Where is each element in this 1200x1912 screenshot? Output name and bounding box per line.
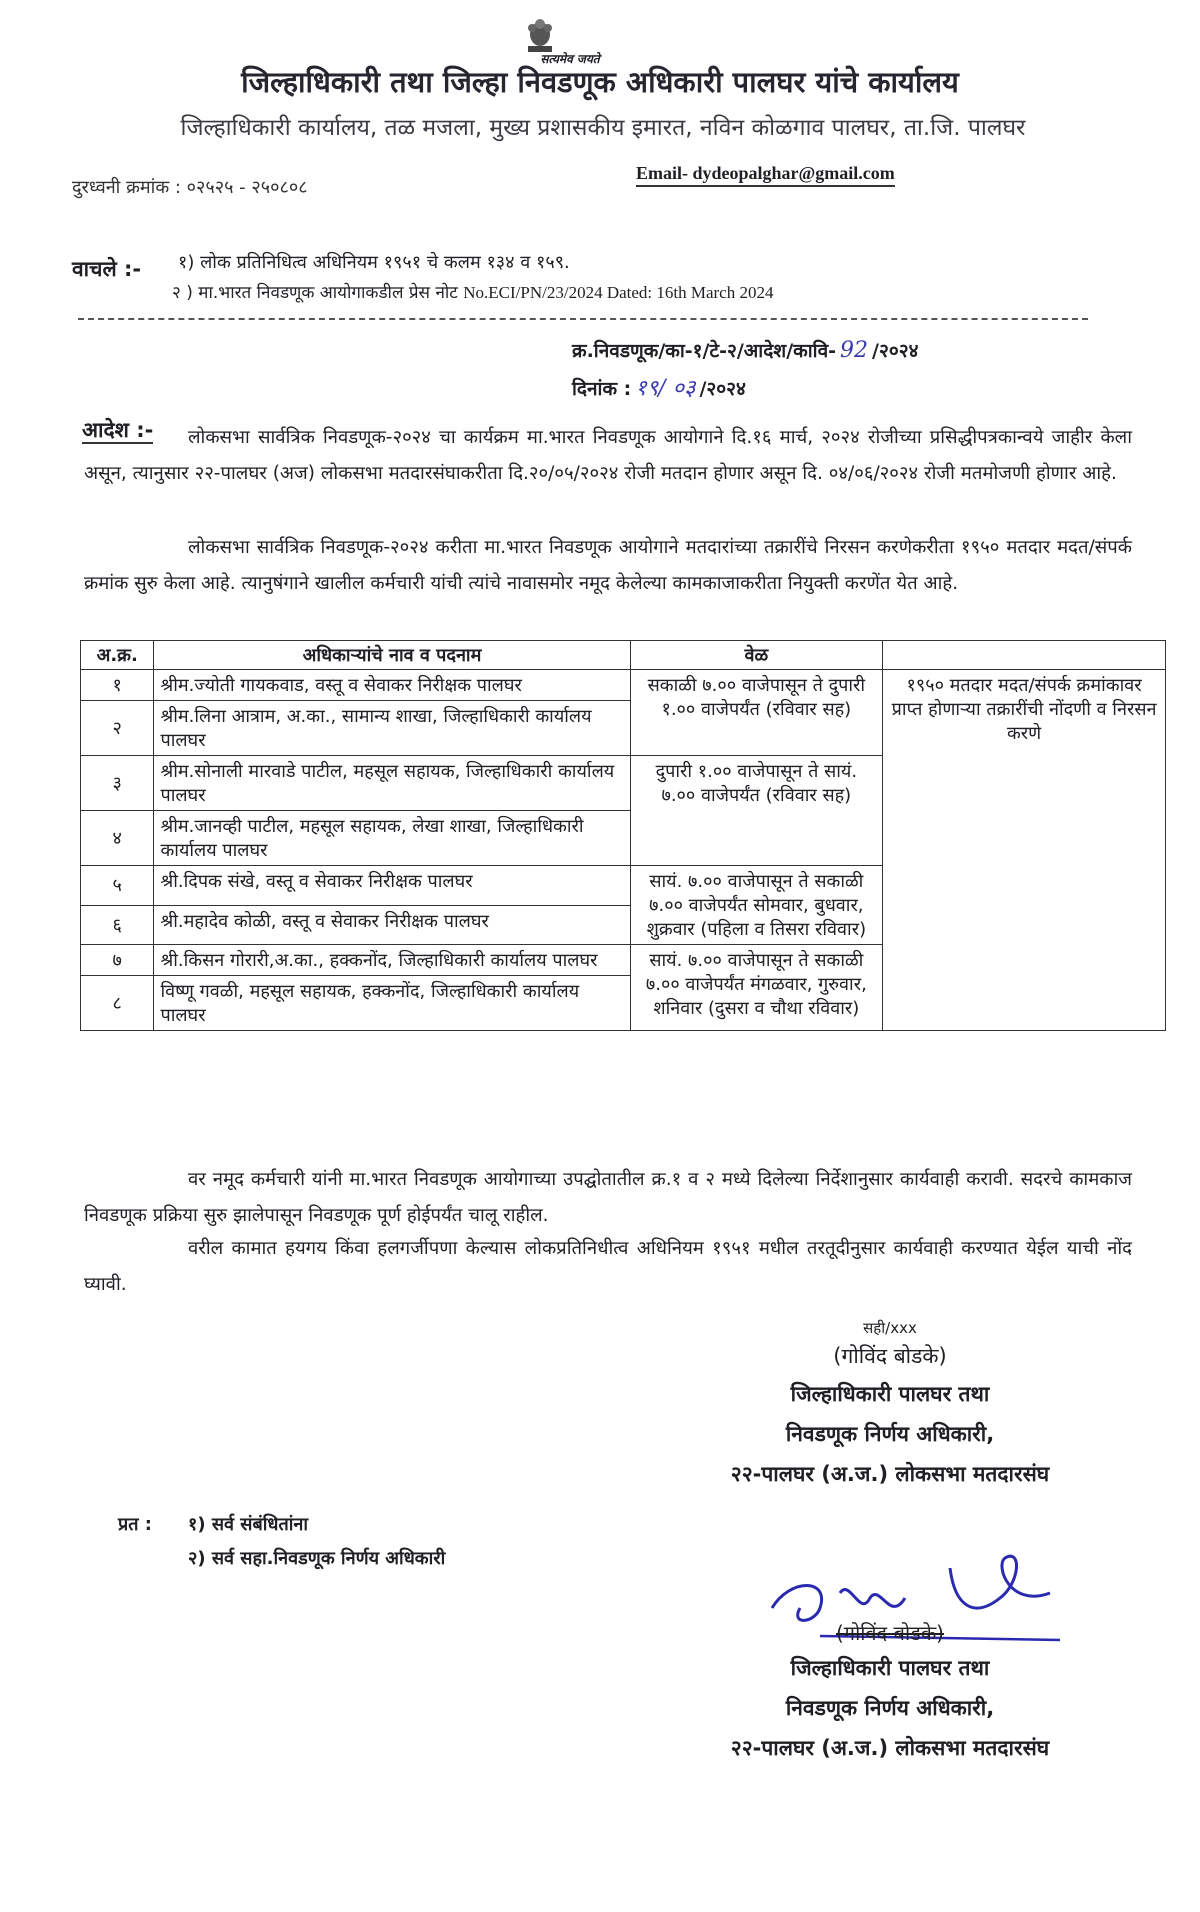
signatory-title-1: जिल्हाधिकारी पालघर तथा	[790, 1382, 990, 1406]
row-name: श्री.किसन गोरारी,अ.का., हक्कनोंद, जिल्हाधिकारी कार्यालय पालघर	[154, 945, 630, 976]
row-sr: ४	[81, 811, 154, 866]
table-header-row	[81, 641, 1166, 670]
row-sr: ३	[81, 756, 154, 811]
row-name: श्रीम.सोनाली मारवाडे पाटील, महसूल सहायक, जिल्हाधिकारी कार्यालय पालघर	[154, 756, 630, 811]
closing-paragraph-1	[84, 1162, 1132, 1234]
row-name: श्री.महादेव कोळी, वस्तू व सेवाकर निरीक्षक पालघर	[154, 905, 630, 945]
email-address: Email- dydeopalghar@gmail.com	[636, 163, 895, 187]
office-title: जिल्हाधिकारी तथा जिल्हा निवडणूक अधिकारी पालघर यांचे कार्यालय	[241, 65, 959, 99]
header-time: वेळ	[630, 641, 883, 670]
row-sr: ६	[81, 905, 154, 945]
closing-paragraph-1-text: वर नमूद कर्मचारी यांनी मा.भारत निवडणूक आयोगाच्या उपद्घोतातील क्र.१ व २ मध्ये दिलेल्या निर्देशानुसार कार्यवाही करावी. सदरचे कामकाज निवडणूक प्रक्रिया सुरु झालेपासून निवडणूक पूर्ण होईपर्यंत चालू राहील.	[84, 1169, 1132, 1226]
closing-paragraph-2	[84, 1231, 1132, 1303]
dashed-divider	[78, 318, 1088, 320]
office-address: जिल्हाधिकारी कार्यालय, तळ मजला, मुख्य प्रशासकीय इमारत, नविन कोळगाव पालघर, ता.जि. पालघर	[180, 115, 1026, 141]
signatory-title-2: निवडणूक निर्णय अधिकारी,	[785, 1422, 995, 1446]
closing-paragraph-2-text: वरील कामात हयगय किंवा हलगर्जीपणा केल्यास लोकप्रतिनिधीत्व अधिनियम १९५१ मधील तरतूदीनुसार कार्यवाही करण्यात येईल याची नोंद घ्यावी.	[84, 1238, 1132, 1295]
signatory2-title-1: जिल्हाधिकारी पालघर तथा	[790, 1656, 990, 1680]
time-slot-3: सायं. ७.०० वाजेपासून ते सकाळी ७.०० वाजेपर्यंत सोमवार, बुधवार, शुक्रवार (पहिला व तिसरा रविवार)	[630, 866, 883, 945]
time-slot-1: सकाळी ७.०० वाजेपासून ते दुपारी १.०० वाजेपर्यंत (रविवार सह)	[630, 670, 883, 756]
ref-number-value: 92	[840, 338, 869, 363]
row-name: श्रीम.लिना आत्राम, अ.का., सामान्य शाखा, जिल्हाधिकारी कार्यालय पालघर	[154, 701, 630, 756]
row-name: श्री.दिपक संखे, वस्तू व सेवाकर निरीक्षक पालघर	[154, 866, 630, 906]
work-description: १९५० मतदार मदत/संपर्क क्रमांकावर प्राप्त होणाऱ्या तक्रारींची नोंदणी व निरसन करणे	[883, 670, 1166, 1031]
motto: सत्यमेव जयते	[540, 52, 600, 66]
signatory-title-3: २२-पालघर (अ.ज.) लोकसभा मतदारसंघ	[730, 1462, 1050, 1486]
phone-number: दुरध्वनी क्रमांक : ०२५२५ - २५०८०८	[72, 177, 308, 198]
read-item-2-prefix: २ ) मा.भारत निवडणूक आयोगाकडील प्रेस नोट	[172, 283, 458, 303]
signatory-name: (गोविंद बोडके)	[833, 1344, 947, 1368]
signed-note: सही/xxx	[863, 1319, 917, 1337]
copy-list	[188, 1508, 445, 1576]
row-sr: ५	[81, 866, 154, 906]
duty-table	[80, 640, 1166, 1031]
row-sr: २	[81, 701, 154, 756]
read-label: वाचले :-	[72, 257, 142, 281]
row-sr: १	[81, 670, 154, 701]
reference-date	[572, 372, 746, 402]
header-name: अधिकाऱ्यांचे नाव व पदनाम	[154, 641, 630, 670]
signatory2-title-3: २२-पालघर (अ.ज.) लोकसभा मतदारसंघ	[730, 1736, 1050, 1760]
order-label: आदेश :-	[82, 419, 153, 444]
copy-item-2: २) सर्व सहा.निवडणूक निर्णय अधिकारी	[188, 1548, 446, 1569]
time-slot-2: दुपारी १.०० वाजेपासून ते सायं. ७.०० वाजेपर्यंत (रविवार सह)	[630, 756, 883, 866]
table-row	[81, 670, 1166, 701]
row-sr: ७	[81, 945, 154, 976]
signatory-name-2: (गोविंद बोडके)	[836, 1621, 944, 1645]
row-name: श्रीम.जानव्ही पाटील, महसूल सहायक, लेखा शाखा, जिल्हाधिकारी कार्यालय पालघर	[154, 811, 630, 866]
ref-date-label: दिनांक :	[572, 378, 632, 400]
order-paragraph-1-text: लोकसभा सार्वत्रिक निवडणूक-२०२४ चा कार्यक्रम मा.भारत निवडणूक आयोगाने दि.१६ मार्च, २०२४ रोजीच्या प्रसिद्धीपत्रकान्वये जाहीर केला असून, त्यानुसार २२-पालघर (अज) लोकसभा मतदारसंघाकरीता दि.२०/०५/२०२४ रोजी मतदान होणार असून दि. ०४/०६/२०२४ रोजी मतमोजणी होणार आहे.	[84, 427, 1132, 484]
order-paragraph-2-text: लोकसभा सार्वत्रिक निवडणूक-२०२४ करीता मा.भारत निवडणूक आयोगाने मतदारांच्या तक्रारींचे निरसन करणेकरीता १९५० मतदार मदत/संपर्क क्रमांक सुरु केला आहे. त्यानुषंगाने खालील कर्मचारी यांची त्यांचे नावासमोर नमूद केलेल्या कामकाजाकरीता नियुक्ती करणेंत येत आहे.	[84, 537, 1132, 594]
signature-block-1	[680, 1318, 1100, 1494]
ref-date-year: /२०२४	[699, 378, 746, 400]
signature-block-2	[680, 1618, 1100, 1768]
order-paragraph-1	[84, 420, 1132, 492]
read-item-2	[172, 280, 773, 303]
ref-date-value: १९/ ०३	[635, 376, 696, 401]
read-item-2-ref: No.ECI/PN/23/2024 Dated: 16th March 2024	[463, 283, 774, 302]
row-name: श्रीम.ज्योती गायकवाड, वस्तू व सेवाकर निरीक्षक पालघर	[154, 670, 630, 701]
header-work	[883, 641, 1166, 670]
copy-item-1: १) सर्व संबंधितांना	[188, 1514, 309, 1535]
row-name: विष्णू गवळी, महसूल सहायक, हक्कनोंद, जिल्हाधिकारी कार्यालय पालघर	[154, 976, 630, 1031]
reference-number	[572, 337, 919, 363]
order-paragraph-2	[84, 530, 1132, 602]
ref-number-year: /२०२४	[872, 340, 919, 362]
time-slot-4: सायं. ७.०० वाजेपासून ते सकाळी ७.०० वाजेपर्यंत मंगळवार, गुरुवार, शनिवार (दुसरा व चौथा रविवार)	[630, 945, 883, 1031]
copy-label: प्रत :	[118, 1514, 152, 1535]
header-sr: अ.क्र.	[81, 641, 154, 670]
signatory2-title-2: निवडणूक निर्णय अधिकारी,	[785, 1696, 995, 1720]
row-sr: ८	[81, 976, 154, 1031]
ref-number-label: क्र.निवडणूक/का-१/टे-२/आदेश/कावि-	[572, 340, 837, 362]
read-item-1: १) लोक प्रतिनिधित्व अधिनियम १९५१ चे कलम १३४ व १५९.	[178, 252, 570, 273]
